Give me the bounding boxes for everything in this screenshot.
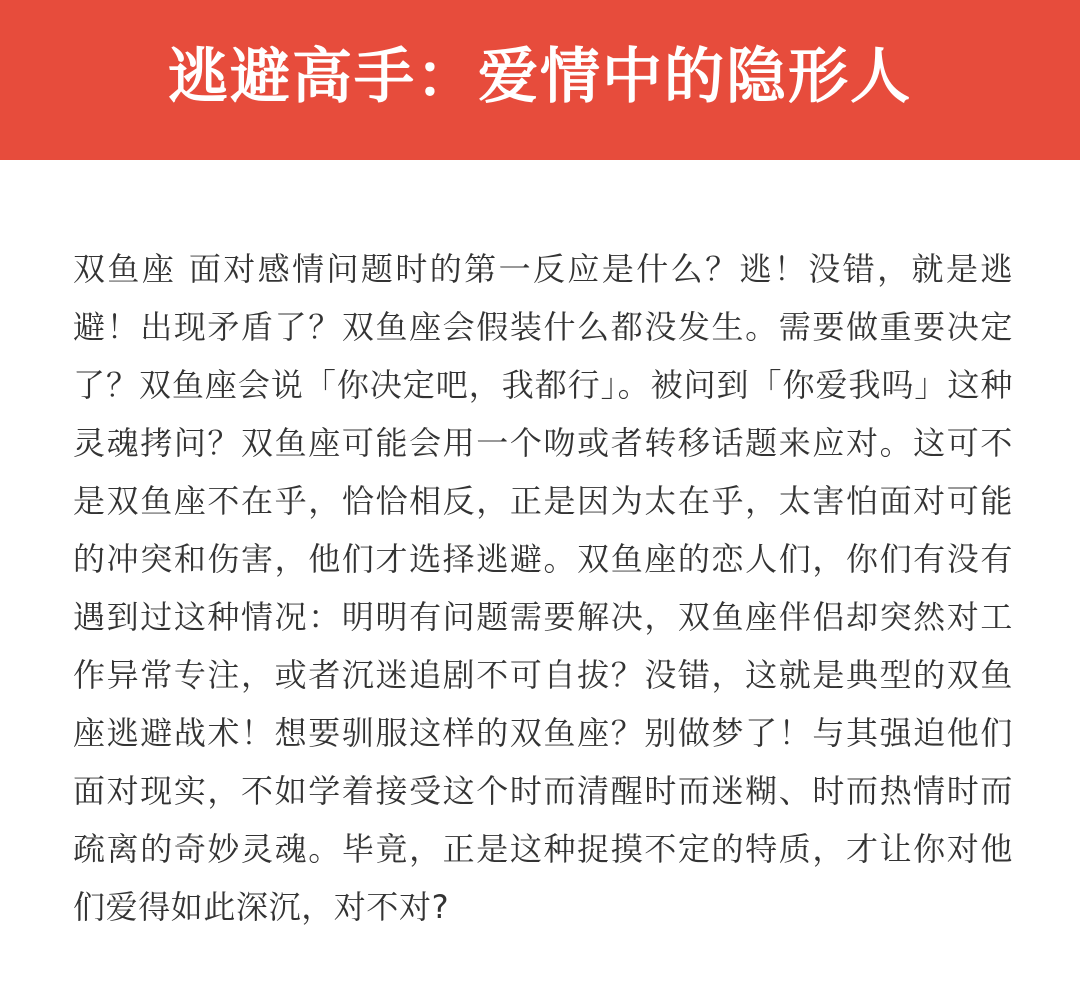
text-line: 们面对现实，不如学着接受这个时而清醒时而迷糊、时而热情时 bbox=[73, 714, 1013, 810]
text-line: 双鱼座 面对感情问题时的第一反应是什么？逃！没错，就是逃 bbox=[73, 250, 1013, 288]
text-line: 了？双鱼座会说「你决定吧，我都行」。被问到「你爱我吗」这 bbox=[73, 366, 981, 404]
header-banner bbox=[0, 0, 1080, 160]
text-line: 有遇到过这种情况：明明有问题需要解决，双鱼座伴侣却突然对 bbox=[73, 540, 1013, 636]
text-line: 他们爱得如此深沉，对不对? bbox=[73, 830, 1013, 926]
text-line: 而疏离的奇妙灵魂。毕竟，正是这种捉摸不定的特质，才让你对 bbox=[73, 772, 1013, 868]
text-line: 能的冲突和伤害，他们才选择逃避。双鱼座的恋人们，你们有没 bbox=[73, 482, 1013, 578]
text-line: 避！出现矛盾了？双鱼座会假装什么都没发生。需要做重要决定 bbox=[73, 308, 1013, 346]
text-line: 鱼座逃避战术！想要驯服这样的双鱼座？别做梦了！与其强迫他 bbox=[73, 656, 1013, 752]
text-line: 种灵魂拷问？双鱼座可能会用一个吻或者转移话题来应对。这可 bbox=[73, 366, 1013, 462]
article-paragraph bbox=[73, 240, 1013, 936]
text-line: 不是双鱼座不在乎，恰恰相反，正是因为太在乎，太害怕面对可 bbox=[73, 424, 1013, 520]
page-title: 逃避高手：爱情中的隐形人 bbox=[168, 42, 912, 112]
article-body bbox=[73, 240, 1013, 936]
text-line: 工作异常专注，或者沉迷追剧不可自拔？没错，这就是典型的双 bbox=[73, 598, 1013, 694]
